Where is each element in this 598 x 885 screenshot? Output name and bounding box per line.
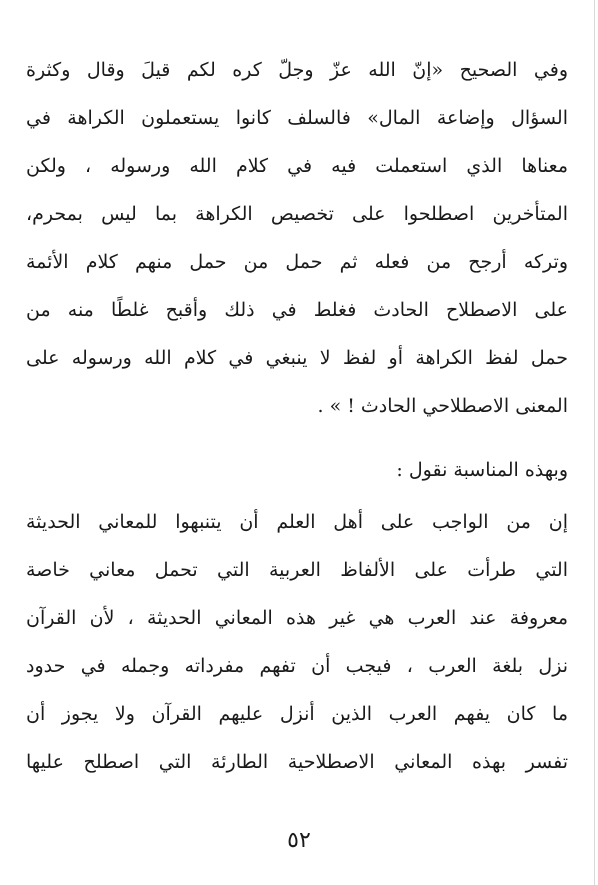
- text-line: إن من الواجب على أهل العلم أن يتنبهوا للمعاني الحديثة: [26, 511, 568, 533]
- text-line: السؤال وإضاعة المال» فالسلف كانوا يستعملون الكراهة في: [26, 107, 568, 129]
- text-line: وتركه أرجح من فعله ثم حمل من حمل منهم كلام الأئمة: [26, 251, 568, 273]
- paragraph-transition: [26, 446, 568, 494]
- text-line: نزل بلغة العرب ، فيجب أن تفهم مفرداته وجمله في حدود: [26, 655, 568, 677]
- text-line: المعنى الاصطلاحي الحادث ! » .: [317, 395, 568, 417]
- page-edge-line: [594, 0, 595, 885]
- paragraph-modern-meanings: [26, 498, 568, 786]
- text-line: ما كان يفهم العرب الذين أنزل عليهم القرآن ولا يجوز أن: [26, 703, 568, 725]
- page-number: ٥٢: [287, 828, 311, 853]
- paragraph-quote-on-karaha: [26, 46, 568, 430]
- text-line: المتأخرين اصطلحوا على تخصيص الكراهة بما ليس بمحرم،: [26, 203, 568, 225]
- text-line: على الاصطلاح الحادث فغلط في ذلك وأقبح غلطًا منه من: [26, 299, 568, 321]
- text-line: حمل لفظ الكراهة أو لفظ لا ينبغي في كلام الله ورسوله على: [26, 347, 568, 369]
- text-line: وفي الصحيح «إنّ الله عزّ وجلّ كره لكم قيلَ وقال وكثرة: [26, 59, 568, 81]
- text-line: وبهذه المناسبة نقول :: [396, 459, 568, 481]
- text-line: التي طرأت على الألفاظ العربية التي تحمل معاني خاصة: [26, 559, 568, 581]
- text-line: تفسر بهذه المعاني الاصطلاحية الطارئة التي اصطلح عليها: [26, 751, 568, 773]
- text-line: معروفة عند العرب هي غير هذه المعاني الحديثة ، لأن القرآن: [26, 607, 568, 629]
- text-line: معناها الذي استعملت فيه في كلام الله ورسوله ، ولكن: [26, 155, 568, 177]
